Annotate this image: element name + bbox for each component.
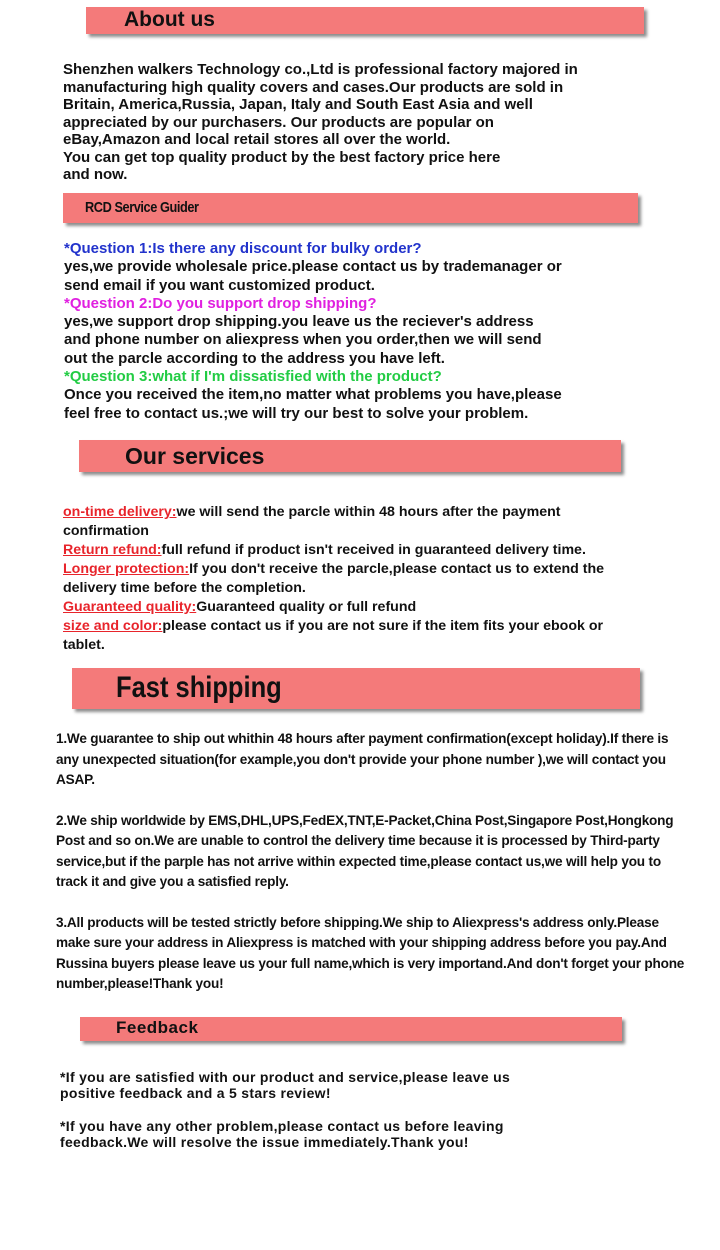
- shipping-line: 2.We ship worldwide by EMS,DHL,UPS,FedEX,TNT,E-Packet,China Post,Singapore Post,Hongkong: [56, 812, 674, 828]
- our-services-banner: [79, 440, 621, 472]
- service-text: please contact us if you are not sure if the item fits your ebook or: [162, 618, 604, 634]
- service-item-guaranteed-quality: [63, 598, 708, 617]
- rcd-service-heading: RCD Service Guider: [85, 199, 199, 216]
- service-label: size and color:: [63, 618, 163, 634]
- shipping-line: number,please!Thank you!: [56, 976, 224, 991]
- about-us-text: [63, 61, 703, 184]
- service-label: Return refund:: [63, 542, 162, 558]
- fast-shipping-banner: [72, 668, 640, 709]
- fast-shipping-heading: Fast shipping: [116, 671, 282, 704]
- rcd-qa-text: [64, 240, 704, 423]
- feedback-line: *If you are satisfied with our product and service,please leave us: [60, 1069, 511, 1085]
- answer-3-line: feel free to contact us.;we will try our best to solve your problem.: [64, 404, 529, 422]
- shipping-paragraph-2: [56, 811, 711, 893]
- feedback-heading: Feedback: [116, 1018, 199, 1037]
- shipping-line: 3.All products will be tested strictly before shipping.We ship to Aliexpress's address only.Please: [56, 914, 659, 930]
- service-label: Guaranteed quality:: [63, 599, 197, 615]
- question-3: *Question 3:what if I'm dissatisfied with the product?: [64, 368, 442, 386]
- about-line: manufacturing high quality covers and cases.Our products are sold in: [63, 78, 564, 96]
- about-line: You can get top quality product by the best factory price here: [63, 148, 501, 166]
- about-us-banner: [86, 7, 644, 34]
- about-us-heading: About us: [124, 8, 215, 31]
- question-1: *Question 1:Is there any discount for bulky order?: [64, 240, 422, 257]
- feedback-line: positive feedback and a 5 stars review!: [60, 1085, 331, 1102]
- answer-2-line: yes,we support drop shipping.you leave us the reciever's address: [64, 313, 534, 331]
- shipping-paragraph-3: [56, 913, 711, 995]
- answer-1-line: yes,we provide wholesale price.please contact us by trademanager or: [64, 258, 562, 276]
- shipping-line: Russina buyers please leave us your full name,which is very importand.And don't forget your phone: [56, 955, 685, 971]
- service-text: tablet.: [63, 637, 105, 653]
- shipping-line: Post and so on.We are unable to control the delivery time because it is processed by Third-party: [56, 833, 660, 848]
- service-item-size-and-color: [63, 617, 708, 636]
- shipping-paragraph-1: [56, 729, 711, 791]
- answer-2-line: out the parcle according to the address you have left.: [64, 349, 445, 367]
- feedback-line: *If you have any other problem,please contact us before leaving: [60, 1117, 504, 1134]
- services-list: [63, 503, 708, 655]
- service-text: delivery time before the completion.: [63, 580, 306, 596]
- answer-3-line: Once you received the item,no matter what problems you have,please: [64, 386, 562, 404]
- service-item-longer-protection: [63, 560, 708, 579]
- service-label: on-time delivery:: [63, 504, 177, 520]
- service-item-return-refund: [63, 541, 708, 560]
- service-text: full refund if product isn't received in guaranteed delivery time.: [161, 542, 586, 558]
- feedback-paragraph-1: [60, 1069, 705, 1102]
- shipping-line: ASAP.: [56, 772, 95, 787]
- shipping-line: track it and give you a satisfied reply.: [56, 874, 289, 889]
- answer-2-line: and phone number on aliexpress when you order,then we will send: [64, 331, 542, 349]
- service-text: confirmation: [63, 523, 149, 539]
- rcd-service-banner: [63, 193, 638, 223]
- shipping-paragraphs: [56, 729, 711, 1015]
- feedback-paragraphs: [60, 1069, 705, 1166]
- shipping-line: 1.We guarantee to ship out whithin 48 hours after payment confirmation(except holiday).If there is: [56, 731, 669, 746]
- service-text: If you don't receive the parcle,please contact us to extend the: [189, 561, 605, 577]
- feedback-paragraph-2: [60, 1118, 705, 1151]
- shipping-line: service,but if the parple has not arrive within expected time,please contact us,we will help you to: [56, 853, 661, 869]
- service-text: Guaranteed quality or full refund: [196, 599, 417, 615]
- about-line: and now.: [63, 166, 128, 183]
- service-item-ontime-delivery: [63, 503, 708, 522]
- service-label: Longer protection:: [63, 561, 190, 577]
- about-line: eBay,Amazon and local retail stores all over the world.: [63, 131, 451, 148]
- our-services-heading: Our services: [125, 443, 265, 469]
- shipping-line: make sure your address in Aliexpress is matched with your shipping address before you pay.And: [56, 935, 667, 950]
- feedback-banner: [80, 1017, 622, 1041]
- about-line: Britain, America,Russia, Japan, Italy and South East Asia and well: [63, 96, 533, 113]
- about-line: appreciated by our purchasers. Our products are popular on: [63, 113, 494, 131]
- answer-1-line: send email if you want customized product.: [64, 276, 375, 294]
- shipping-line: any unexpected situation(for example,you don't provide your phone number ),we will contact you: [56, 751, 666, 767]
- service-text: we will send the parcle within 48 hours after the payment: [176, 504, 561, 520]
- about-line: Shenzhen walkers Technology co.,Ltd is professional factory majored in: [63, 61, 578, 78]
- question-2: *Question 2:Do you support drop shipping?: [64, 294, 377, 312]
- feedback-line: feedback.We will resolve the issue immediately.Thank you!: [60, 1133, 469, 1150]
